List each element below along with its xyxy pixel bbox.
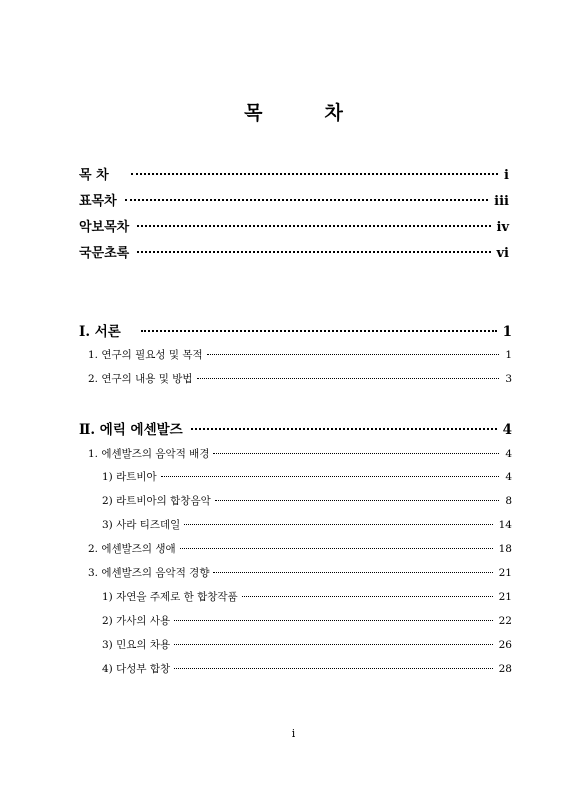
toc-subsection[interactable] [102, 637, 512, 652]
dot-leader [137, 225, 490, 227]
dot-leader [125, 199, 488, 201]
section-label: 2. 연구의 내용 및 방법 [88, 373, 193, 385]
toc-entry-abstract[interactable] [79, 242, 509, 261]
toc-chapter-1[interactable] [79, 320, 512, 340]
entry-label: 악보목차 [79, 220, 130, 235]
section-page: 3 [505, 373, 512, 385]
toc-section[interactable] [88, 446, 512, 461]
section-label: 1. 에센발즈의 음악적 배경 [88, 448, 210, 460]
subsection-label: 2) 가사의 사용 [102, 615, 171, 627]
subsection-page: 4 [505, 471, 512, 483]
toc-title-left: 목 [244, 102, 263, 124]
subsection-page: 22 [498, 615, 512, 627]
subsection-label: 1) 자연을 주제로 한 합창작품 [102, 591, 238, 603]
section-page: 1 [505, 349, 512, 361]
toc-subsection[interactable] [102, 469, 512, 484]
dot-leader [242, 596, 493, 597]
toc-section[interactable] [88, 347, 512, 362]
entry-page: i [504, 168, 509, 183]
dot-leader [180, 548, 493, 549]
dot-leader [197, 378, 500, 379]
entry-label: 목 차 [79, 168, 109, 183]
section-label: 3. 에센발즈의 음악적 경향 [88, 567, 210, 579]
toc-title-right: 차 [324, 102, 343, 124]
toc-subsection[interactable] [102, 493, 512, 508]
section-page: 18 [498, 543, 512, 555]
toc-entry-scores[interactable] [79, 216, 509, 235]
subsection-page: 28 [498, 663, 512, 675]
dot-leader [191, 428, 497, 430]
dot-leader [141, 330, 497, 332]
subsection-label: 3) 민요의 차용 [102, 639, 171, 651]
toc-subsection[interactable] [102, 661, 512, 676]
toc-section[interactable] [88, 541, 512, 556]
dot-leader [131, 173, 498, 175]
subsection-page: 8 [505, 495, 512, 507]
section-page: 21 [498, 567, 512, 579]
chapter-label: Ⅰ. 서론 [79, 324, 121, 340]
section-label: 2. 에센발즈의 생애 [88, 543, 176, 555]
entry-label: 표목차 [79, 194, 117, 209]
entry-label: 국문초록 [79, 246, 130, 261]
page-number: i [291, 727, 296, 740]
toc-subsection[interactable] [102, 613, 512, 628]
subsection-page: 26 [498, 639, 512, 651]
subsection-label: 3) 사라 티즈데일 [102, 519, 181, 531]
dot-leader [174, 644, 492, 645]
dot-leader [161, 476, 500, 477]
toc-section[interactable] [88, 371, 512, 386]
dot-leader [184, 524, 492, 525]
toc-section[interactable] [88, 565, 512, 580]
toc-subsection[interactable] [102, 589, 512, 604]
subsection-label: 2) 라트비아의 합창음악 [102, 495, 211, 507]
section-label: 1. 연구의 필요성 및 목적 [88, 349, 203, 361]
chapter-label: Ⅱ. 에릭 에센발즈 [79, 422, 183, 438]
toc-title [0, 98, 587, 125]
subsection-label: 4) 다성부 합창 [102, 663, 171, 675]
toc-entry-tables[interactable] [79, 190, 509, 209]
toc-subsection[interactable] [102, 517, 512, 532]
chapter-page: 4 [502, 422, 512, 438]
subsection-label: 1) 라트비아 [102, 471, 157, 483]
chapter-page: 1 [502, 324, 512, 340]
subsection-page: 14 [498, 519, 512, 531]
entry-page: iii [494, 194, 509, 209]
dot-leader [213, 572, 492, 573]
dot-leader [174, 668, 492, 669]
section-page: 4 [505, 448, 512, 460]
dot-leader [137, 251, 490, 253]
subsection-page: 21 [498, 591, 512, 603]
entry-page: vi [496, 246, 509, 261]
entry-page: iv [496, 220, 509, 235]
dot-leader [207, 354, 500, 355]
dot-leader [174, 620, 492, 621]
toc-entry-contents[interactable] [79, 164, 509, 183]
dot-leader [215, 500, 500, 501]
toc-chapter-2[interactable] [79, 418, 512, 438]
dot-leader [213, 453, 499, 454]
